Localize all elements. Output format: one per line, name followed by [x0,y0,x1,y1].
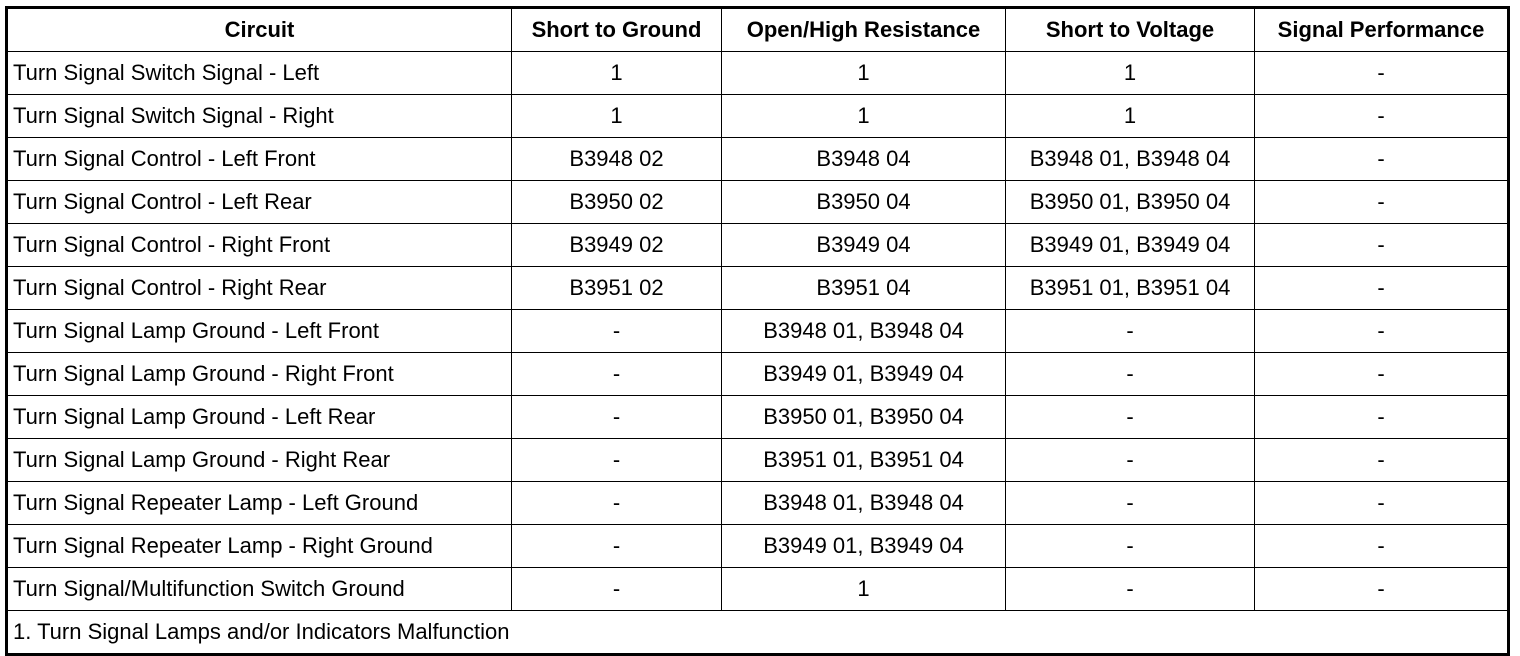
table-row [7,568,1509,611]
cell-short-to-ground: 1 [512,95,722,138]
cell-signal-performance: - [1255,353,1509,396]
cell-circuit: Turn Signal Repeater Lamp - Right Ground [7,525,512,568]
cell-circuit: Turn Signal Switch Signal - Right [7,95,512,138]
cell-signal-performance: - [1255,396,1509,439]
table-row [7,310,1509,353]
cell-short-to-voltage: - [1006,310,1255,353]
cell-open-high-resistance: 1 [722,52,1006,95]
cell-signal-performance: - [1255,482,1509,525]
table-body [7,52,1509,611]
header-open-high-resistance: Open/High Resistance [722,8,1006,52]
cell-short-to-ground: B3949 02 [512,224,722,267]
cell-short-to-voltage: - [1006,482,1255,525]
header-signal-performance: Signal Performance [1255,8,1509,52]
table-row [7,138,1509,181]
table-row [7,396,1509,439]
cell-short-to-ground: B3948 02 [512,138,722,181]
cell-open-high-resistance: B3951 01, B3951 04 [722,439,1006,482]
table-row [7,439,1509,482]
cell-circuit: Turn Signal Control - Right Rear [7,267,512,310]
cell-short-to-ground: - [512,396,722,439]
cell-signal-performance: - [1255,52,1509,95]
cell-open-high-resistance: B3949 04 [722,224,1006,267]
cell-open-high-resistance: B3948 01, B3948 04 [722,482,1006,525]
cell-circuit: Turn Signal Switch Signal - Left [7,52,512,95]
cell-short-to-ground: - [512,525,722,568]
cell-circuit: Turn Signal Control - Right Front [7,224,512,267]
cell-circuit: Turn Signal Lamp Ground - Left Rear [7,396,512,439]
cell-short-to-ground: B3950 02 [512,181,722,224]
cell-circuit: Turn Signal Lamp Ground - Right Rear [7,439,512,482]
cell-short-to-voltage: - [1006,439,1255,482]
cell-circuit: Turn Signal Lamp Ground - Left Front [7,310,512,353]
cell-signal-performance: - [1255,181,1509,224]
cell-signal-performance: - [1255,224,1509,267]
cell-signal-performance: - [1255,138,1509,181]
table-row [7,52,1509,95]
cell-short-to-voltage: 1 [1006,52,1255,95]
cell-signal-performance: - [1255,95,1509,138]
table-row [7,353,1509,396]
table-row [7,482,1509,525]
cell-circuit: Turn Signal Lamp Ground - Right Front [7,353,512,396]
cell-open-high-resistance: B3949 01, B3949 04 [722,525,1006,568]
cell-signal-performance: - [1255,267,1509,310]
footnote: 1. Turn Signal Lamps and/or Indicators Malfunction [7,611,1509,655]
header-short-to-ground: Short to Ground [512,8,722,52]
cell-open-high-resistance: B3948 04 [722,138,1006,181]
cell-signal-performance: - [1255,568,1509,611]
cell-short-to-ground: 1 [512,52,722,95]
cell-short-to-voltage: - [1006,353,1255,396]
table-row [7,95,1509,138]
cell-open-high-resistance: B3951 04 [722,267,1006,310]
cell-short-to-voltage: B3951 01, B3951 04 [1006,267,1255,310]
cell-signal-performance: - [1255,439,1509,482]
table-row [7,224,1509,267]
cell-circuit: Turn Signal/Multifunction Switch Ground [7,568,512,611]
cell-open-high-resistance: B3949 01, B3949 04 [722,353,1006,396]
cell-signal-performance: - [1255,525,1509,568]
cell-short-to-voltage: - [1006,568,1255,611]
cell-short-to-voltage: - [1006,396,1255,439]
header-circuit: Circuit [7,8,512,52]
cell-circuit: Turn Signal Control - Left Front [7,138,512,181]
cell-circuit: Turn Signal Repeater Lamp - Left Ground [7,482,512,525]
cell-open-high-resistance: B3950 04 [722,181,1006,224]
cell-short-to-ground: - [512,568,722,611]
header-short-to-voltage: Short to Voltage [1006,8,1255,52]
cell-short-to-voltage: B3949 01, B3949 04 [1006,224,1255,267]
cell-open-high-resistance: 1 [722,95,1006,138]
circuit-diagnostic-table [5,6,1510,656]
cell-short-to-voltage: 1 [1006,95,1255,138]
cell-short-to-ground: - [512,353,722,396]
cell-open-high-resistance: B3950 01, B3950 04 [722,396,1006,439]
cell-short-to-ground: B3951 02 [512,267,722,310]
table-row [7,181,1509,224]
cell-short-to-ground: - [512,310,722,353]
header-row [7,8,1509,52]
cell-circuit: Turn Signal Control - Left Rear [7,181,512,224]
cell-short-to-voltage: B3950 01, B3950 04 [1006,181,1255,224]
cell-signal-performance: - [1255,310,1509,353]
cell-short-to-ground: - [512,439,722,482]
cell-short-to-ground: - [512,482,722,525]
table-row [7,525,1509,568]
table-row [7,267,1509,310]
cell-open-high-resistance: 1 [722,568,1006,611]
cell-short-to-voltage: B3948 01, B3948 04 [1006,138,1255,181]
cell-short-to-voltage: - [1006,525,1255,568]
cell-open-high-resistance: B3948 01, B3948 04 [722,310,1006,353]
